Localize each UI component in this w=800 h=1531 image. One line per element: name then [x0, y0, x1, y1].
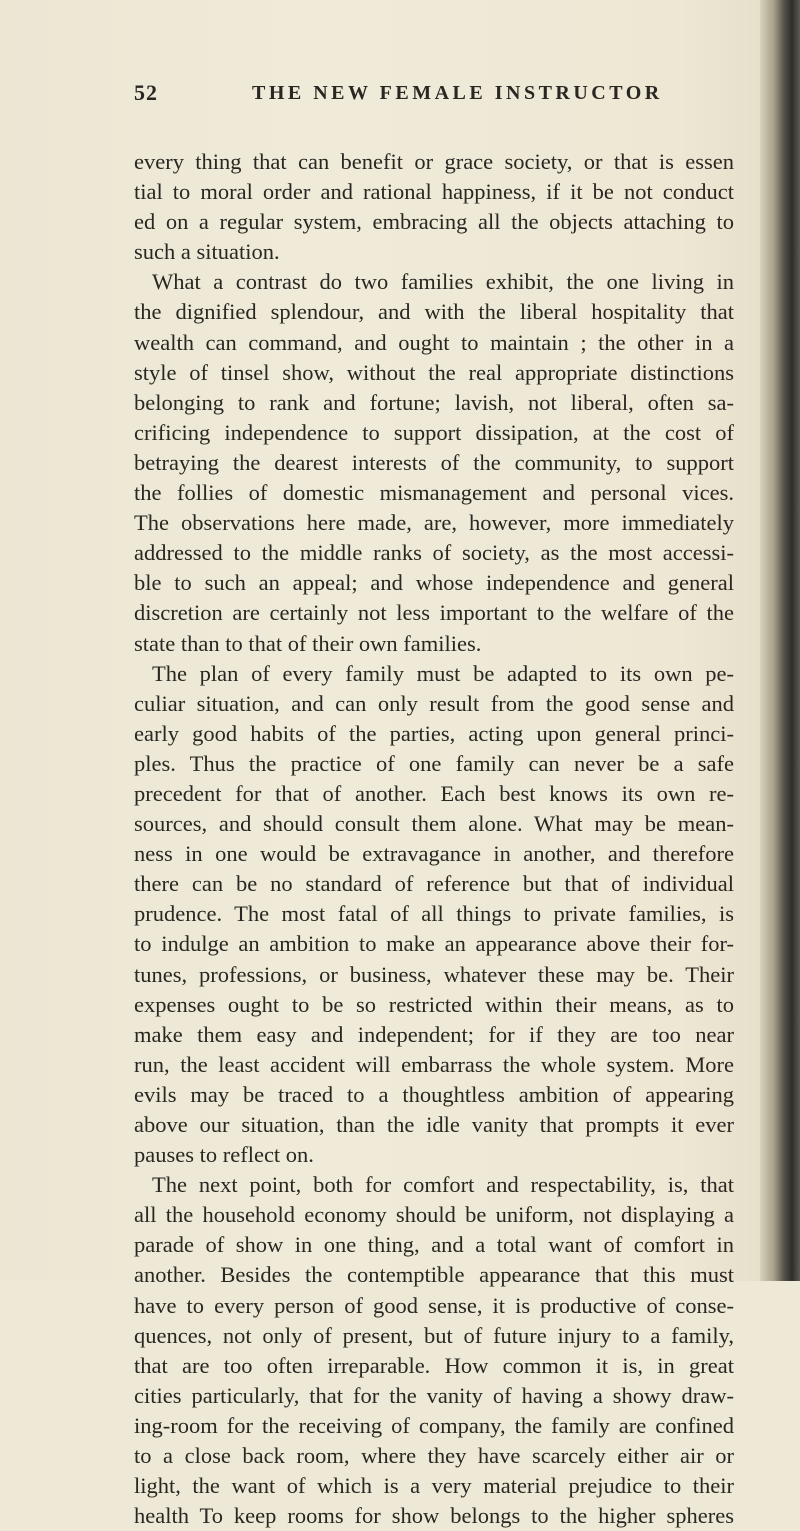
text-line: another. Besides the contemptible appearance that this must [134, 1262, 734, 1288]
text-line: addressed to the middle ranks of society, as the most accessi- [134, 540, 734, 566]
text-line: tial to moral order and rational happiness, if it be not conduct [134, 179, 734, 205]
text-line: the dignified splendour, and with the liberal hospitality that [134, 299, 734, 325]
text-line: prudence. The most fatal of all things to private families, is [134, 901, 734, 927]
text-line: discretion are certainly not less important to the welfare of the [134, 600, 734, 626]
text-line: early good habits of the parties, acting upon general princi- [134, 720, 734, 746]
text-line: quences, not only of present, but of future injury to a family, [134, 1322, 734, 1348]
text-line: cities particularly, that for the vanity of having a showy draw- [134, 1382, 734, 1408]
text-line: The plan of every family must be adapted to its own pe- [152, 660, 734, 686]
text-line: run, the least accident will embarrass the whole system. More [134, 1051, 734, 1077]
text-line: The next point, both for comfort and respectability, is, that [152, 1172, 734, 1198]
text-line: the follies of domestic mismanagement and personal vices. [134, 480, 734, 506]
text-line: culiar situation, and can only result from the good sense and [134, 690, 734, 716]
text-line: that are too often irreparable. How common it is, in great [134, 1352, 734, 1378]
text-line: ing-room for the receiving of company, the family are confined [134, 1412, 734, 1438]
text-line: crificing independence to support dissipation, at the cost of [134, 419, 734, 445]
text-line: above our situation, than the idle vanity that prompts it ever [134, 1112, 734, 1137]
page-binding-edge [760, 0, 800, 1281]
text-line: make them easy and independent; for if they are too near [134, 1021, 734, 1047]
text-line: ble to such an appeal; and whose independence and general [134, 570, 734, 596]
text-line: there can be no standard of reference but that of individual [134, 871, 734, 897]
text-line: parade of show in one thing, and a total want of comfort in [134, 1232, 734, 1258]
text-line: ness in one would be extravagance in another, and therefore [134, 841, 734, 867]
text-line: to a close back room, where they have scarcely either air or [134, 1443, 734, 1469]
text-line: state than to that of their own families. [134, 630, 482, 656]
page-number: 52 [134, 80, 158, 105]
text-line: style of tinsel show, without the real appropriate distinctions [134, 359, 734, 385]
page-header [134, 80, 744, 110]
text-line: ples. Thus the practice of one family can never be a safe [134, 750, 734, 776]
text-line: pauses to reflect on. [134, 1142, 314, 1168]
text-line: every thing that can benefit or grace society, or that is essen [134, 149, 734, 174]
text-line: wealth can command, and ought to maintain ; the other in a [134, 329, 734, 355]
text-line: What a contrast do two families exhibit, the one living in [152, 269, 734, 295]
text-line: tunes, professions, or business, whatever these may be. Their [134, 961, 734, 987]
text-line: have to every person of good sense, it is productive of conse- [134, 1292, 734, 1318]
text-line: to indulge an ambition to make an appearance above their for- [134, 931, 734, 957]
body-text [134, 147, 734, 1531]
text-line: all the household economy should be uniform, not displaying a [134, 1202, 734, 1228]
text-line: precedent for that of another. Each best knows its own re- [134, 780, 734, 806]
text-line: health To keep rooms for show belongs to the higher spheres [134, 1503, 734, 1529]
text-line: such a situation. [134, 239, 280, 265]
text-line: evils may be traced to a thoughtless ambition of appearing [134, 1081, 734, 1107]
text-line: betraying the dearest interests of the community, to support [134, 449, 734, 475]
text-line: ed on a regular system, embracing all the objects attaching to [134, 209, 734, 235]
text-line: belonging to rank and fortune; lavish, not liberal, often sa- [134, 389, 734, 415]
text-line: light, the want of which is a very material prejudice to their [134, 1473, 734, 1499]
text-line: expenses ought to be so restricted within their means, as to [134, 991, 734, 1017]
text-line: sources, and should consult them alone. What may be mean- [134, 811, 734, 837]
text-line: The observations here made, are, however, more immediately [134, 510, 734, 536]
running-head: THE NEW FEMALE INSTRUCTOR [252, 82, 663, 104]
